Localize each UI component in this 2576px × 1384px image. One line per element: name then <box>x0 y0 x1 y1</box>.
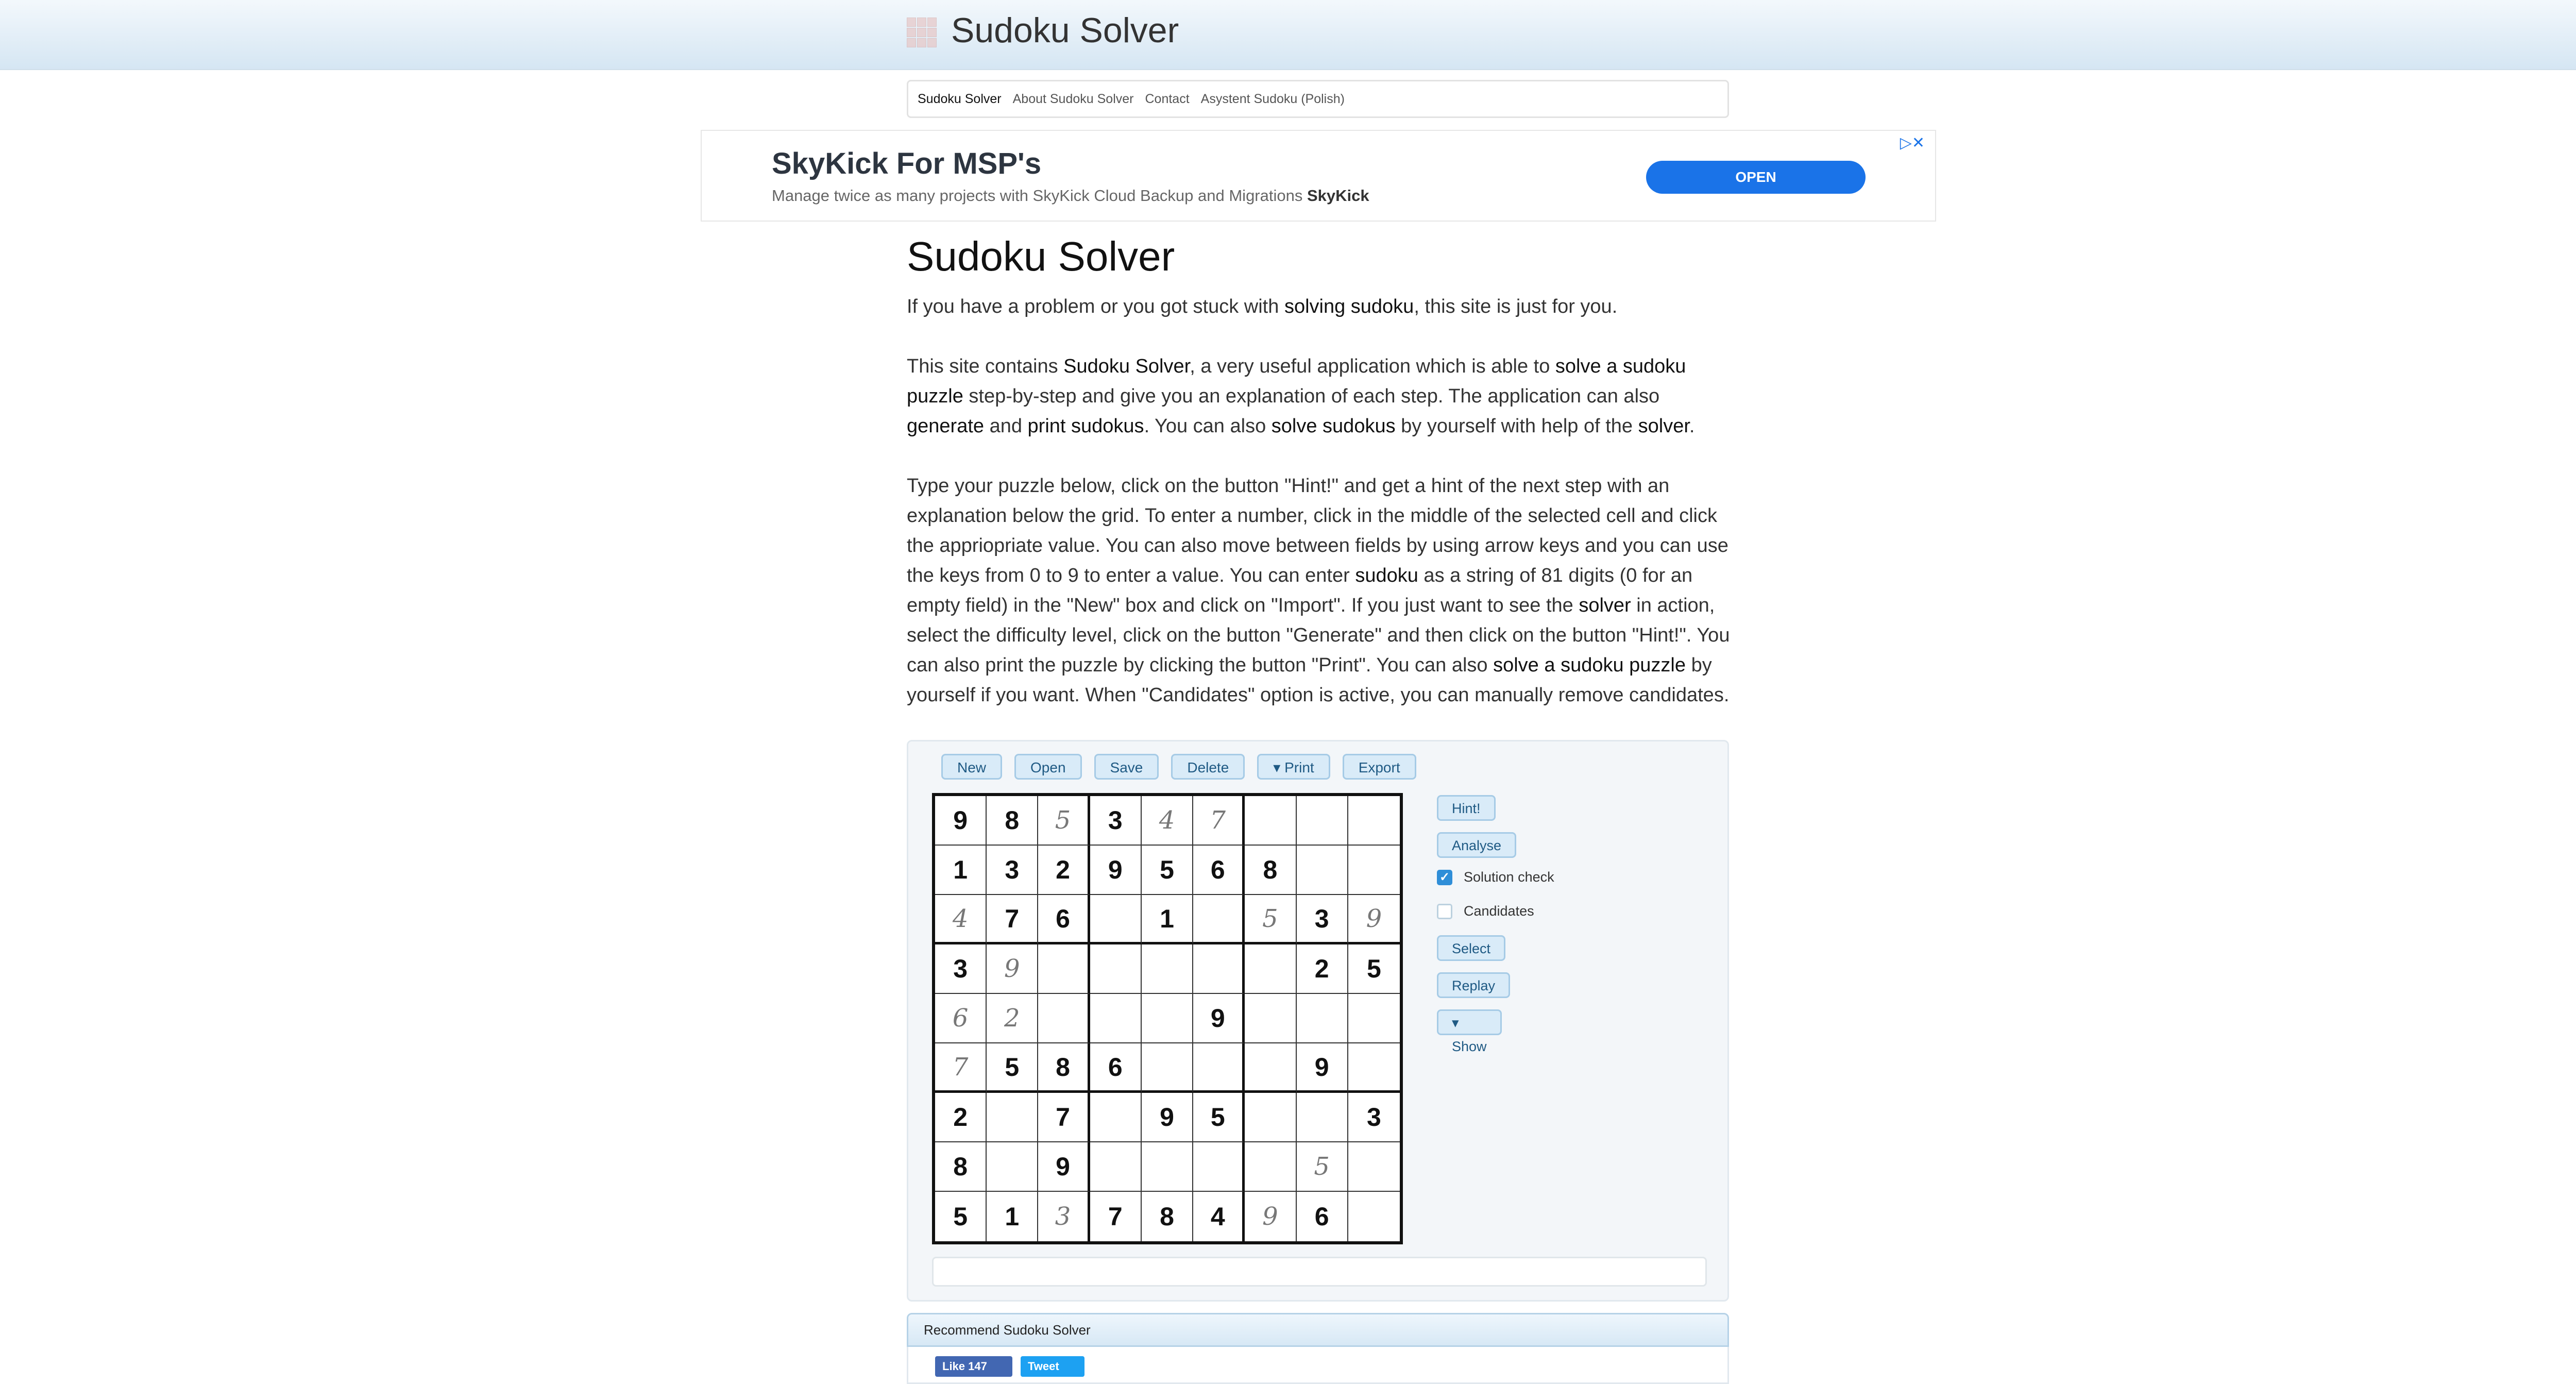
sudoku-cell[interactable] <box>987 1093 1038 1142</box>
candidates-label: Candidates <box>1464 903 1534 919</box>
nav-polish[interactable]: Asystent Sudoku (Polish) <box>1200 91 1345 106</box>
sudoku-cell[interactable]: 6 <box>1193 846 1245 895</box>
solution-check-option[interactable] <box>1437 869 1554 885</box>
sudoku-cell[interactable] <box>1142 944 1193 994</box>
sudoku-cell[interactable] <box>1193 1043 1245 1093</box>
ad-close-icon[interactable]: ▷✕ <box>1900 134 1925 151</box>
sudoku-cell[interactable]: 2 <box>987 994 1038 1043</box>
sudoku-cell[interactable] <box>1038 994 1090 1043</box>
sudoku-cell[interactable] <box>1142 1142 1193 1192</box>
show-dropdown-button[interactable]: ▾ Show <box>1437 1009 1502 1035</box>
sudoku-cell[interactable]: 6 <box>1297 1192 1348 1241</box>
nav-about[interactable]: About Sudoku Solver <box>1012 91 1134 106</box>
sudoku-cell[interactable]: 9 <box>1297 1043 1348 1093</box>
sudoku-cell[interactable]: 6 <box>935 994 987 1043</box>
sudoku-cell[interactable]: 1 <box>1142 895 1193 944</box>
sudoku-cell[interactable] <box>1348 846 1400 895</box>
sudoku-cell[interactable] <box>1245 1043 1296 1093</box>
sudoku-cell[interactable]: 4 <box>1142 796 1193 846</box>
save-button[interactable]: Save <box>1094 754 1159 780</box>
sudoku-cell[interactable]: 5 <box>935 1192 987 1241</box>
sudoku-cell[interactable]: 8 <box>1142 1192 1193 1241</box>
analyse-button[interactable]: Analyse <box>1437 832 1516 858</box>
sudoku-grid-logo-icon <box>907 18 937 47</box>
sudoku-cell[interactable]: 6 <box>1090 1043 1142 1093</box>
sudoku-cell[interactable]: 3 <box>1297 895 1348 944</box>
recommend-header: Recommend Sudoku Solver <box>907 1313 1729 1347</box>
sudoku-cell[interactable]: 7 <box>1090 1192 1142 1241</box>
app-toolbar <box>941 754 1416 780</box>
recommend-body <box>907 1347 1729 1384</box>
ad-open-button[interactable]: OPEN <box>1646 161 1866 194</box>
sudoku-cell[interactable] <box>1193 895 1245 944</box>
sudoku-cell[interactable]: 3 <box>1348 1093 1400 1142</box>
sudoku-cell[interactable] <box>1245 796 1296 846</box>
sudoku-cell[interactable]: 7 <box>987 895 1038 944</box>
open-button[interactable]: Open <box>1014 754 1082 780</box>
sudoku-cell[interactable]: 7 <box>935 1043 987 1093</box>
sudoku-cell[interactable]: 8 <box>935 1142 987 1192</box>
replay-button[interactable]: Replay <box>1437 972 1510 998</box>
sudoku-cell[interactable]: 9 <box>1142 1093 1193 1142</box>
sudoku-cell[interactable]: 9 <box>1090 846 1142 895</box>
sudoku-cell[interactable] <box>1297 846 1348 895</box>
nav-contact[interactable]: Contact <box>1145 91 1190 106</box>
print-dropdown-button[interactable]: ▾ Print <box>1257 754 1330 780</box>
ad-title[interactable]: SkyKick For MSP's <box>772 147 1042 180</box>
facebook-like-button[interactable]: Like 147 <box>935 1356 1012 1377</box>
sudoku-cell[interactable] <box>1245 1093 1296 1142</box>
sudoku-cell[interactable] <box>1090 994 1142 1043</box>
sudoku-cell[interactable] <box>1348 1043 1400 1093</box>
sudoku-cell[interactable]: 3 <box>1090 796 1142 846</box>
sudoku-cell[interactable]: 9 <box>1245 1192 1296 1241</box>
candidates-option[interactable] <box>1437 903 1534 919</box>
sudoku-cell[interactable] <box>1245 994 1296 1043</box>
sudoku-cell[interactable] <box>1348 796 1400 846</box>
sudoku-cell[interactable]: 9 <box>987 944 1038 994</box>
sudoku-cell[interactable] <box>987 1142 1038 1192</box>
tweet-button[interactable]: Tweet <box>1021 1356 1084 1377</box>
ad-banner[interactable] <box>701 130 1936 222</box>
sudoku-cell[interactable] <box>1245 944 1296 994</box>
sudoku-cell[interactable]: 3 <box>1038 1192 1090 1241</box>
hint-button[interactable]: Hint! <box>1437 795 1496 821</box>
sudoku-cell[interactable]: 5 <box>987 1043 1038 1093</box>
sudoku-grid <box>932 793 1403 1244</box>
nav-sudoku-solver[interactable]: Sudoku Solver <box>918 91 1002 106</box>
sudoku-cell[interactable] <box>1297 994 1348 1043</box>
sudoku-cell[interactable]: 2 <box>935 1093 987 1142</box>
sudoku-cell[interactable] <box>1348 1142 1400 1192</box>
sudoku-cell[interactable] <box>1038 944 1090 994</box>
sudoku-cell[interactable]: 6 <box>1038 895 1090 944</box>
main-nav <box>907 80 1729 118</box>
sudoku-cell[interactable] <box>1193 944 1245 994</box>
sudoku-cell[interactable] <box>1297 1093 1348 1142</box>
sudoku-cell[interactable] <box>1090 944 1142 994</box>
intro-content <box>907 229 1741 740</box>
sudoku-cell[interactable]: 1 <box>935 846 987 895</box>
sudoku-cell[interactable]: 8 <box>1245 846 1296 895</box>
intro-paragraph-1: If you have a problem or you got stuck with solving sudoku, this site is just for you. <box>907 296 1618 317</box>
solution-check-label: Solution check <box>1464 869 1554 885</box>
ad-description: Manage twice as many projects with SkyKick Cloud Backup and Migrations SkyKick <box>772 187 1369 205</box>
sudoku-cell[interactable]: 9 <box>935 796 987 846</box>
sudoku-app-panel <box>907 740 1729 1302</box>
candidates-checkbox[interactable] <box>1437 904 1452 919</box>
sudoku-cell[interactable]: 9 <box>1193 994 1245 1043</box>
top-header <box>0 0 2576 70</box>
select-button[interactable]: Select <box>1437 935 1505 961</box>
sudoku-cell[interactable]: 5 <box>1038 796 1090 846</box>
sudoku-cell[interactable]: 3 <box>987 846 1038 895</box>
sudoku-cell[interactable]: 8 <box>987 796 1038 846</box>
sudoku-cell[interactable]: 7 <box>1193 796 1245 846</box>
sudoku-cell[interactable]: 5 <box>1297 1142 1348 1192</box>
site-title[interactable]: Sudoku Solver <box>951 11 1179 50</box>
sudoku-cell[interactable] <box>1090 895 1142 944</box>
sudoku-cell[interactable]: 5 <box>1348 944 1400 994</box>
sudoku-cell[interactable] <box>1142 1043 1193 1093</box>
sudoku-cell[interactable] <box>1090 1142 1142 1192</box>
solution-check-checkbox[interactable]: ✓ <box>1437 870 1452 885</box>
sudoku-cell[interactable] <box>1297 796 1348 846</box>
sudoku-cell[interactable]: 4 <box>935 895 987 944</box>
page-title: Sudoku Solver <box>907 233 1175 279</box>
sudoku-cell[interactable]: 5 <box>1193 1093 1245 1142</box>
sudoku-cell[interactable]: 5 <box>1142 846 1193 895</box>
sudoku-cell[interactable] <box>1348 1192 1400 1241</box>
sudoku-cell[interactable]: 8 <box>1038 1043 1090 1093</box>
intro-paragraph-3: Type your puzzle below, click on the button "Hint!" and get a hint of the next step with an explanation below the grid. To enter a number, click in the middle of the selected cell and click the appriopriate value. You can also move between fields by using arrow keys and you can use the keys from 0 to 9 to enter a value. You can enter sudoku as a string of 81 digits (0 for an empty field) in the "New" box and click on "Import". If you just want to see the solver in action, select the difficulty level, click on the button "Generate" and then click on the button "Hint!". You can also print the puzzle by clicking the button "Print". You can also solve a sudoku puzzle by yourself if you want. When "Candidates" option is active, you can manually remove candidates. <box>907 475 1730 706</box>
export-button[interactable]: Export <box>1343 754 1416 780</box>
sudoku-cell[interactable] <box>1193 1142 1245 1192</box>
sudoku-cell[interactable]: 3 <box>935 944 987 994</box>
delete-button[interactable]: Delete <box>1171 754 1245 780</box>
sudoku-cell[interactable]: 1 <box>987 1192 1038 1241</box>
hint-explanation-box <box>932 1257 1707 1287</box>
sudoku-cell[interactable]: 2 <box>1038 846 1090 895</box>
sudoku-cell[interactable] <box>1090 1093 1142 1142</box>
sudoku-cell[interactable] <box>1245 1142 1296 1192</box>
sudoku-cell[interactable]: 4 <box>1193 1192 1245 1241</box>
sudoku-cell[interactable] <box>1142 994 1193 1043</box>
sudoku-cell[interactable]: 9 <box>1348 895 1400 944</box>
sudoku-cell[interactable]: 7 <box>1038 1093 1090 1142</box>
sudoku-cell[interactable] <box>1348 994 1400 1043</box>
new-button[interactable]: New <box>941 754 1002 780</box>
sudoku-cell[interactable]: 9 <box>1038 1142 1090 1192</box>
intro-paragraph-2: This site contains Sudoku Solver, a very useful application which is able to solve a sudoku puzzle step-by-step and give you an explanation of each step. The application can also generate and print sudokus. You can also solve sudokus by yourself with help of the solver. <box>907 356 1695 437</box>
sudoku-cell[interactable]: 5 <box>1245 895 1296 944</box>
sudoku-cell[interactable]: 2 <box>1297 944 1348 994</box>
